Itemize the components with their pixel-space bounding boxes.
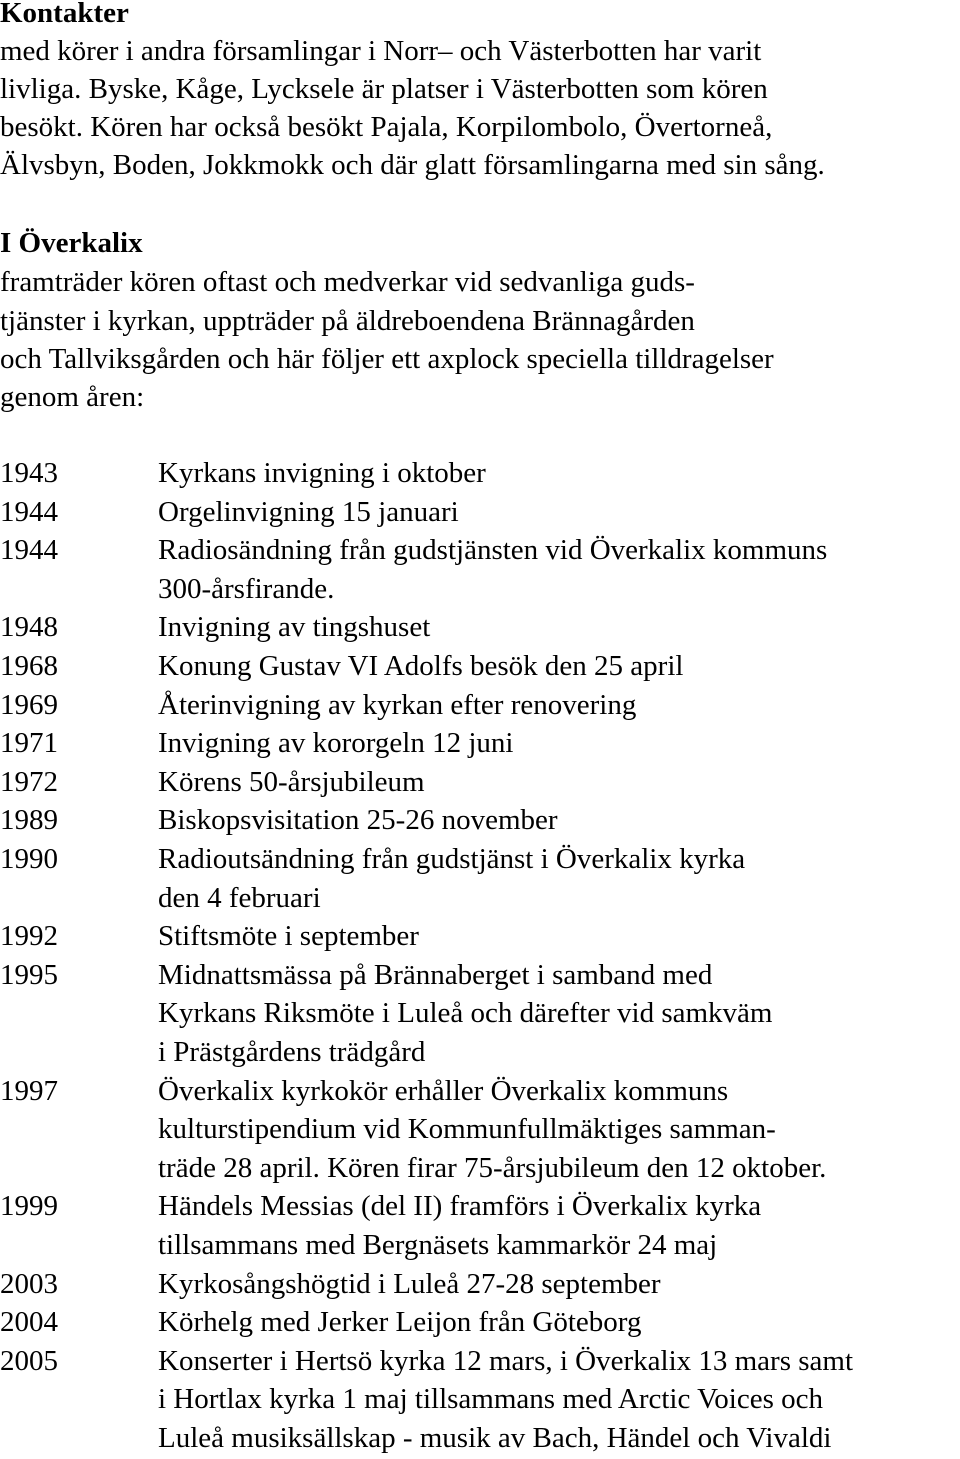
- timeline-year: 1971: [0, 727, 58, 759]
- timeline-event-line: Stiftsmöte i september: [158, 920, 419, 952]
- timeline-event-line: tillsammans med Bergnäsets kammarkör 24 maj: [158, 1229, 718, 1261]
- timeline-year: 1999: [0, 1190, 58, 1222]
- timeline-year: 1989: [0, 804, 58, 836]
- timeline-event-line: Luleå musiksällskap - musik av Bach, Händel och Vivaldi: [158, 1422, 832, 1454]
- timeline-event-line: Radioutsändning från gudstjänst i Överkalix kyrka: [158, 843, 746, 875]
- timeline-event-line: Konserter i Hertsö kyrka 12 mars, i Överkalix 13 mars samt: [158, 1345, 854, 1377]
- timeline-event-line: Kyrkosångshögtid i Luleå 27-28 september: [158, 1268, 661, 1300]
- timeline-event-line: Kyrkans invigning i oktober: [158, 457, 486, 489]
- paragraph-line: tjänster i kyrkan, uppträder på äldreboendena Brännagården: [0, 305, 695, 337]
- timeline-event-line: Överkalix kyrkokör erhåller Överkalix kommuns: [158, 1075, 729, 1107]
- timeline-event-line: kulturstipendium vid Kommunfullmäktiges samman-: [158, 1113, 776, 1145]
- timeline-year: 1990: [0, 843, 58, 875]
- timeline-event-line: Invigning av kororgeln 12 juni: [158, 727, 514, 759]
- timeline-event-line: i Hortlax kyrka 1 maj tillsammans med Arctic Voices och: [158, 1383, 823, 1415]
- timeline-event-line: Konung Gustav VI Adolfs besök den 25 april: [158, 650, 684, 682]
- timeline-event-line: Biskopsvisitation 25-26 november: [158, 804, 558, 836]
- paragraph-line: framträder kören oftast och medverkar vid sedvanliga guds-: [0, 266, 695, 298]
- timeline-year: 1969: [0, 689, 58, 721]
- timeline-event-line: Körhelg med Jerker Leijon från Göteborg: [158, 1306, 642, 1338]
- timeline-event-line: Körens 50-årsjubileum: [158, 766, 425, 798]
- timeline-event-line: den 4 februari: [158, 882, 321, 914]
- timeline-event-line: Händels Messias (del II) framförs i Överkalix kyrka: [158, 1190, 762, 1222]
- paragraph-line: besökt. Kören har också besökt Pajala, Korpilombolo, Övertorneå,: [0, 111, 773, 143]
- timeline-event-line: Midnattsmässa på Brännaberget i samband med: [158, 959, 713, 991]
- paragraph-line: genom åren:: [0, 381, 145, 413]
- timeline-year: 2004: [0, 1306, 58, 1338]
- timeline-year: 1997: [0, 1075, 58, 1107]
- timeline-event-line: Radiosändning från gudstjänsten vid Överkalix kommuns: [158, 534, 828, 566]
- timeline-event-line: i Prästgårdens trädgård: [158, 1036, 426, 1068]
- timeline-event-line: träde 28 april. Kören firar 75-årsjubileum den 12 oktober.: [158, 1152, 827, 1184]
- paragraph-line: Älvsbyn, Boden, Jokkmokk och där glatt församlingarna med sin sång.: [0, 149, 825, 181]
- timeline-event-line: Invigning av tingshuset: [158, 611, 431, 643]
- timeline-event-line: Återinvigning av kyrkan efter renovering: [158, 689, 637, 721]
- section-heading-kontakter: Kontakter: [0, 0, 129, 29]
- timeline-event-line: Orgelinvigning 15 januari: [158, 496, 459, 528]
- timeline-year: 1992: [0, 920, 58, 952]
- section-heading-overkalix: I Överkalix: [0, 227, 143, 259]
- timeline-event-line: Kyrkans Riksmöte i Luleå och därefter vid samkväm: [158, 997, 773, 1029]
- timeline-event-line: 300-årsfirande.: [158, 573, 335, 605]
- paragraph-line: livliga. Byske, Kåge, Lycksele är platser i Västerbotten som kören: [0, 73, 768, 105]
- timeline-year: 1943: [0, 457, 58, 489]
- timeline-year: 2003: [0, 1268, 58, 1300]
- timeline-year: 1995: [0, 959, 58, 991]
- paragraph-line: med körer i andra församlingar i Norr– och Västerbotten har varit: [0, 35, 762, 67]
- timeline-year: 1968: [0, 650, 58, 682]
- timeline-year: 1944: [0, 534, 58, 566]
- timeline-year: 1972: [0, 766, 58, 798]
- timeline-year: 2005: [0, 1345, 58, 1377]
- timeline-year: 1948: [0, 611, 58, 643]
- paragraph-line: och Tallviksgården och här följer ett axplock speciella tilldragelser: [0, 343, 774, 375]
- timeline-year: 1944: [0, 496, 58, 528]
